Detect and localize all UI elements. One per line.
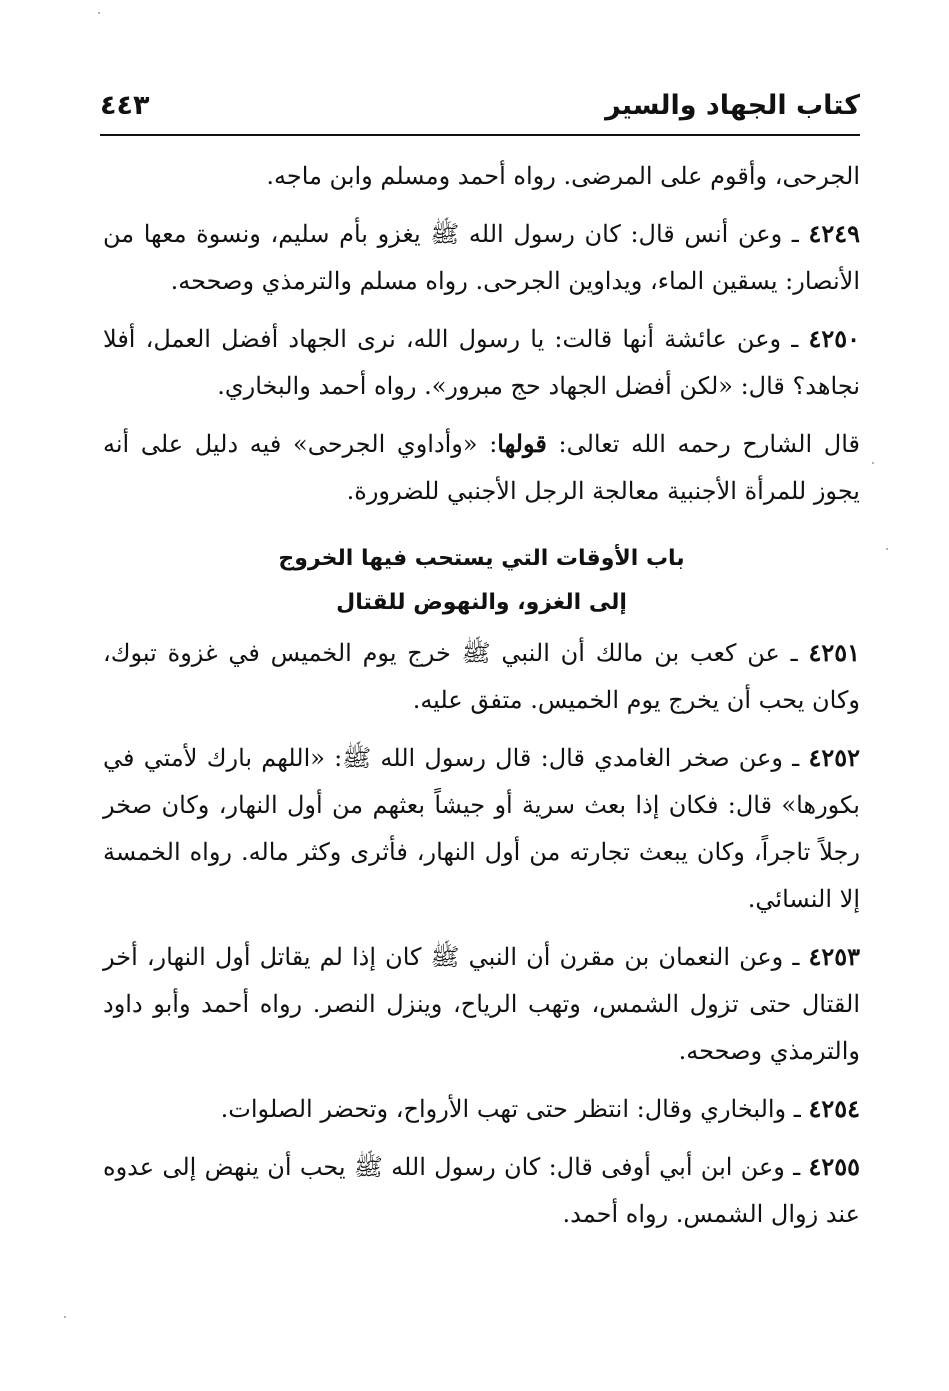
hadith-4253	[103, 933, 860, 1075]
hadith-4250	[103, 315, 860, 410]
hadith-text: ـ والبخاري وقال: انتظر حتى تهب الأرواح، وتحضر الصلوات.	[220, 1095, 809, 1123]
paragraph-continuation	[103, 152, 860, 200]
page-header	[100, 88, 860, 130]
hadith-number: ٤٢٥٣	[808, 942, 860, 971]
scan-speck	[64, 1316, 66, 1318]
hadith-text: ـ عن كعب بن مالك أن النبي ﷺ خرج يوم الخميس في غزوة تبوك، وكان يحب أن يخرج يوم الخميس. متفق عليه.	[103, 639, 860, 714]
hadith-number: ٤٢٥٠	[808, 324, 860, 353]
page-body	[103, 152, 860, 1248]
hadith-text: ـ وعن النعمان بن مقرن أن النبي ﷺ كان إذا لم يقاتل أول النهار، أخر القتال حتى تزول الشمس، وتهب الرياح، وينزل النصر. رواه أحمد وأبو داود والترمذي وصححه.	[103, 943, 860, 1065]
hadith-text: الجرحى، وأقوم على المرضى. رواه أحمد ومسلم وابن ماجه.	[266, 162, 860, 190]
page-number: ٤٤٣	[100, 90, 150, 121]
commentary-label: قولها	[497, 429, 547, 458]
chapter-heading-line-2: إلى الغزو، والنهوض للقتال	[336, 590, 627, 615]
hadith-number: ٤٢٤٩	[808, 219, 860, 248]
hadith-4254	[103, 1085, 860, 1133]
hadith-text: ـ وعن ابن أبي أوفى قال: كان رسول الله ﷺ يحب أن ينهض إلى عدوه عند زوال الشمس. رواه أحمد.	[103, 1153, 860, 1228]
hadith-number: ٤٢٥٤	[808, 1094, 860, 1123]
hadith-4255	[103, 1143, 860, 1238]
hadith-text: ـ وعن عائشة أنها قالت: يا رسول الله، نرى الجهاد أفضل العمل، أفلا نجاهد؟ قال: «لكن أفضل الجهاد حج مبرور». رواه أحمد والبخاري.	[103, 325, 860, 400]
hadith-4251	[103, 629, 860, 724]
running-title: كتاب الجهاد والسير	[605, 90, 860, 121]
header-rule	[100, 134, 860, 136]
hadith-4252	[103, 734, 860, 923]
scan-speck	[872, 462, 874, 464]
commentary-text: : «وأداوي الجرحى» فيه دليل على أنه يجوز للمرأة الأجنبية معالجة الرجل الأجنبي للضرورة.	[103, 430, 860, 505]
chapter-heading	[103, 537, 860, 625]
scan-speck	[886, 548, 888, 550]
hadith-number: ٤٢٥٥	[808, 1152, 860, 1181]
hadith-number: ٤٢٥٢	[808, 743, 860, 772]
scan-speck	[98, 12, 100, 14]
hadith-text: ـ وعن صخر الغامدي قال: قال رسول الله ﷺ: «اللهم بارك لأمتي في بكورها» قال: فكان إذا بعث سرية أو جيشاً بعثهم من أول النهار، وكان صخر رجلاً تاجراً، وكان يبعث تجارته من أول النهار، فأثرى وكثر ماله. رواه الخمسة إلا النسائي.	[103, 744, 860, 913]
commentary-prefix: قال الشارح رحمه الله تعالى:	[546, 430, 860, 458]
chapter-heading-line-1: باب الأوقات التي يستحب فيها الخروج	[278, 546, 685, 571]
hadith-4249	[103, 210, 860, 305]
commentary	[103, 420, 860, 515]
hadith-text: ـ وعن أنس قال: كان رسول الله ﷺ يغزو بأم سليم، ونسوة معها من الأنصار: يسقين الماء، ويداوين الجرحى. رواه مسلم والترمذي وصححه.	[103, 220, 860, 295]
hadith-number: ٤٢٥١	[808, 638, 860, 667]
